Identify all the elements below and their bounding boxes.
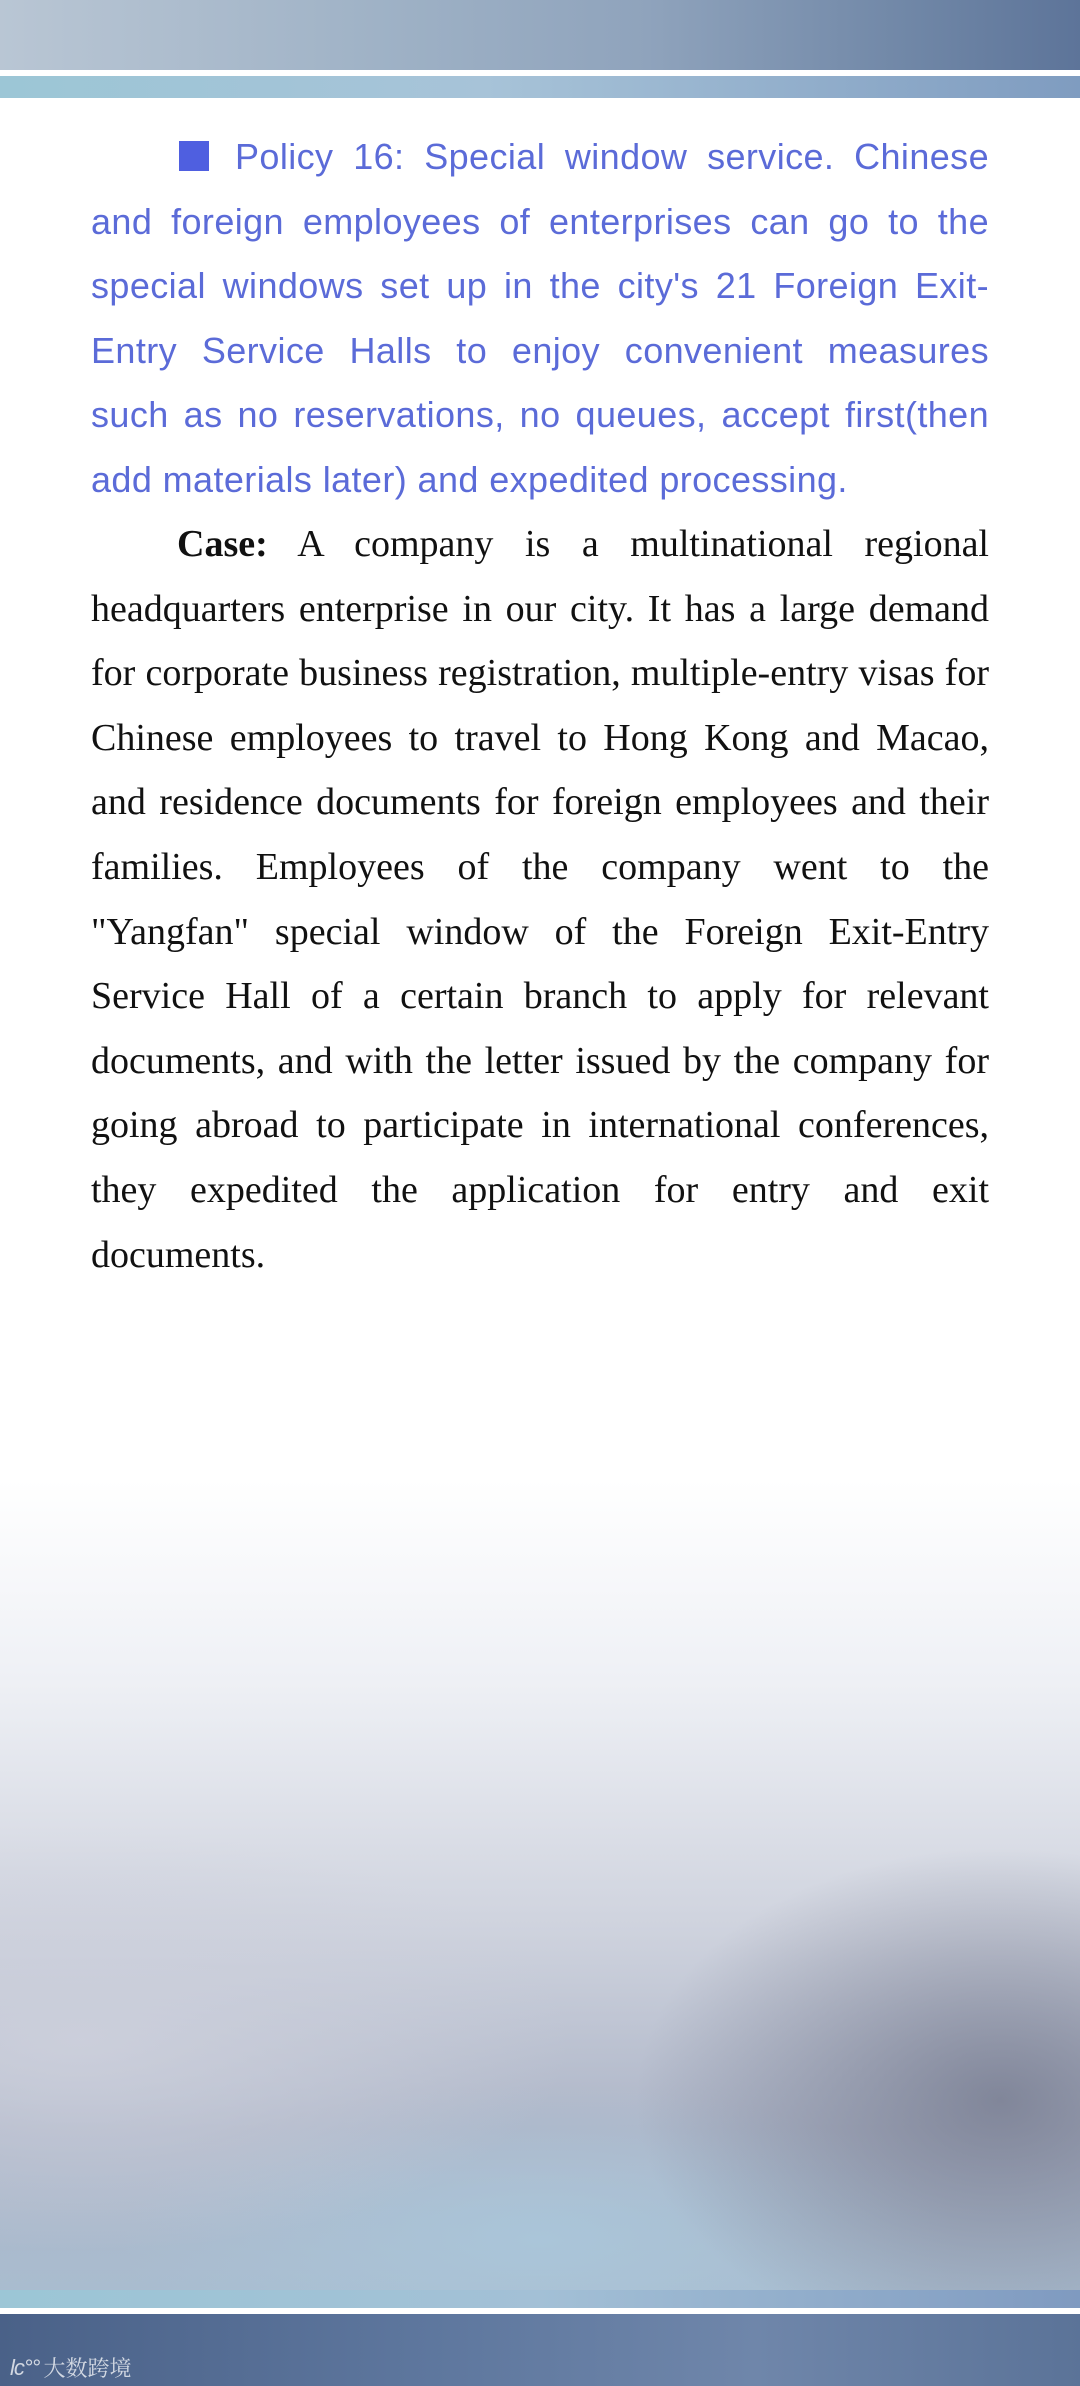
case-label: Case: <box>177 523 268 565</box>
case-paragraph <box>91 512 989 1287</box>
top-accent-strip <box>0 76 1080 98</box>
policy-paragraph <box>91 125 989 512</box>
policy-heading: Policy 16: Special window service. <box>235 136 835 177</box>
blue-square-icon <box>179 141 209 171</box>
top-banner <box>0 0 1080 70</box>
watermark-logo-icon: lc°° <box>10 2354 40 2380</box>
bottom-accent-strip <box>0 2290 1080 2308</box>
watermark-text: 大数跨境 <box>43 2357 132 2382</box>
article-content <box>91 125 989 1287</box>
bottom-banner <box>0 2314 1080 2386</box>
background-gradient <box>0 1480 1080 2290</box>
watermark <box>10 2352 132 2383</box>
case-body: A company is a multinational regional headquarters enterprise in our city. It has a large demand for corporate business registration, multiple-entry visas for Chinese employees to travel to Hong Kong and Macao, and residence documents for foreign employees and their families. Employees of the company went to the "Yangfan" special window of the Foreign Exit-Entry Service Hall of a certain branch to apply for relevant documents, and with the letter issued by the company for going abroad to participate in international conferences, they expedited the application for entry and exit documents. <box>91 523 989 1276</box>
policy-body: Chinese and foreign employees of enterprises can go to the special windows set up in the city's 21 Foreign Exit-Entry Service Halls to enjoy convenient measures such as no reservations, no queues, accept first(then add materials later) and expedited processing. <box>91 136 989 500</box>
